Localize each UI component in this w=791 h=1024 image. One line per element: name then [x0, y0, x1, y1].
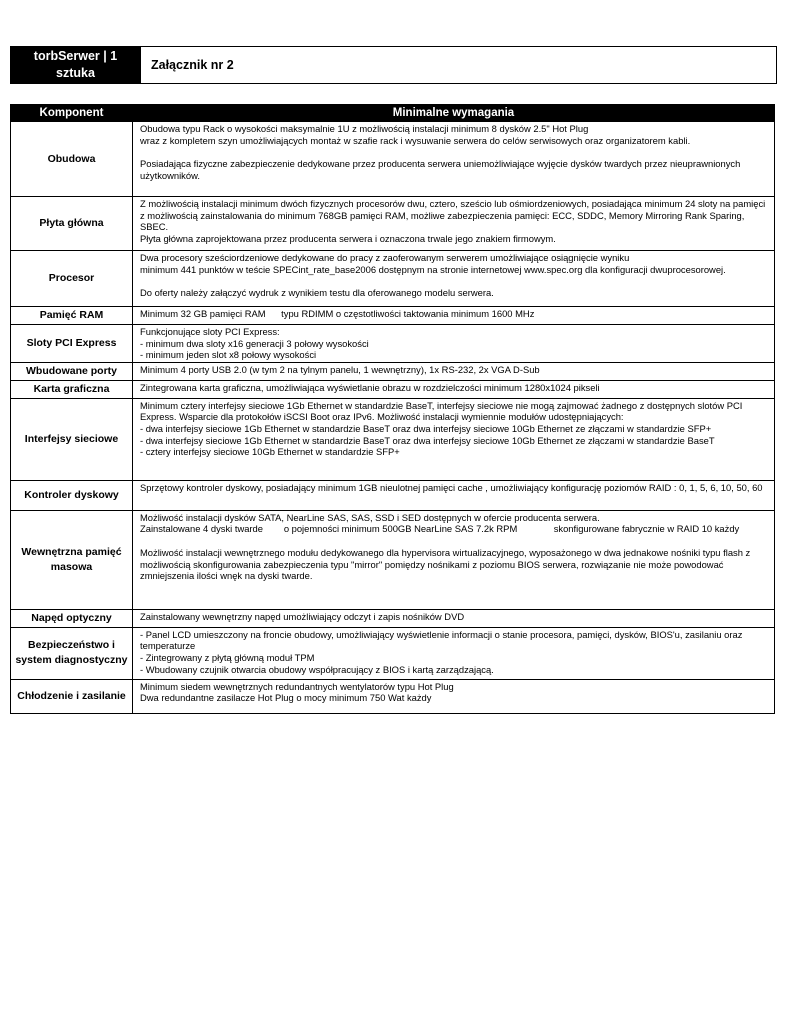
requirement-text	[133, 398, 775, 480]
table-row	[11, 197, 775, 251]
table-row	[11, 362, 775, 380]
header-box	[10, 46, 777, 84]
component-name: Chłodzenie i zasilanie	[11, 679, 133, 713]
requirement-text	[133, 480, 775, 510]
requirement-text	[133, 122, 775, 197]
requirement-line: Minimum 32 GB pamięci RAM typu RDIMM o częstotliwości taktowania minimum 1600 MHz	[140, 308, 535, 319]
requirement-line: Z możliwością instalacji minimum dwóch fizycznych procesorów dwu, cztero, sześcio lub ośmiordzeniowych, posiadająca minimum 24 sloty na pamięci z możliwością zainstalowania do minimum 768GB pamięci RAM, możliwe zabezpieczenia pamięci: ECC, SDDC, Memory Mirroring Rank Sparing, SBEC.	[140, 198, 768, 233]
requirement-text	[133, 510, 775, 609]
requirement-line: Minimum siedem wewnętrznych redundantnych wentylatorów typu Hot Plug	[140, 680, 454, 692]
requirement-text	[133, 307, 775, 325]
requirement-line: Możliwość instalacji wewnętrznego modułu dedykowanego dla hypervisora wirtualizacyjnego, wyposażonego w dwa jednakowe nośniki typu flash z możliwością skonfigurowania zabezpieczenia typu "mirror" pomiędzy nośnikami z poziomu BIOS serwera, rozwiązanie nie może powodować zmniejszenia ilości wnęk na dyski twarde.	[140, 546, 753, 582]
component-name: Wbudowane porty	[11, 362, 133, 380]
requirement-text	[133, 609, 775, 627]
requirement-line: Zintegrowana karta graficzna, umożliwiająca wyświetlanie obrazu w rozdzielczości minimum 1280x1024 pikseli	[140, 381, 600, 393]
requirement-line: - minimum dwa sloty x16 generacji 3 połowy wysokości	[140, 337, 369, 349]
requirement-line: - Zintegrowany z płytą główną moduł TPM	[140, 651, 315, 663]
component-name: Obudowa	[11, 122, 133, 197]
spacer	[140, 275, 768, 287]
requirement-line: Dwa redundantne zasilacze Hot Plug o mocy minimum 750 Wat każdy	[140, 692, 432, 704]
requirement-line: minimum 441 punktów w teście SPECint_rate_base2006 dostępnym na stronie internetowej www.spec.org dla konfiguracji dwuprocesorowej.	[140, 263, 726, 275]
component-name: Pamięć RAM	[11, 307, 133, 325]
table-row	[11, 307, 775, 325]
requirement-line: Zainstalowany wewnętrzny napęd umożliwiający odczyt i zapis nośników DVD	[140, 610, 465, 622]
table-header-row	[11, 105, 775, 122]
table-row	[11, 122, 775, 197]
requirement-line: Posiadająca fizyczne zabezpieczenie dedykowane przez producenta serwera uniemożliwiające wyjęcie dysków twardych przez nieuprawnionych użytkowników.	[140, 158, 743, 181]
requirement-line: Płyta główna zaprojektowana przez producenta serwera i oznaczona trwale jego znakiem firmowym.	[140, 232, 556, 244]
component-name: Procesor	[11, 251, 133, 307]
component-name: Płyta główna	[11, 197, 133, 251]
table-row	[11, 325, 775, 363]
requirement-line: Funkcjonujące sloty PCI Express:	[140, 326, 280, 337]
requirement-line: - Wbudowany czujnik otwarcia obudowy współpracujący z BIOS i kartą zarządzającą.	[140, 663, 494, 675]
table-row	[11, 609, 775, 627]
requirement-text	[133, 325, 775, 363]
requirement-line: - minimum jeden slot x8 połowy wysokości	[140, 349, 317, 361]
column-header-component: Komponent	[11, 105, 133, 122]
requirement-text	[133, 362, 775, 380]
component-name: Napęd optyczny	[11, 609, 133, 627]
requirement-line: Obudowa typu Rack o wysokości maksymalnie 1U z możliwością instalacji minimum 8 dysków 2.5" Hot Plug	[140, 123, 589, 134]
requirement-text	[133, 380, 775, 398]
requirement-text	[133, 627, 775, 679]
requirement-line: - cztery interfejsy sieciowe 10Gb Ethernet w standardzie SFP+	[140, 446, 400, 458]
table-row	[11, 480, 775, 510]
component-name: Bezpieczeństwo i system diagnostyczny	[11, 627, 133, 679]
requirement-line: wraz z kompletem szyn umożliwiających montaż w szafie rack i wysuwanie serwera do celów serwisowych oraz organizatorem kabli.	[140, 134, 691, 146]
requirements-table	[10, 104, 775, 714]
requirement-text	[133, 197, 775, 251]
requirement-line: - dwa interfejsy sieciowe 1Gb Ethernet w standardzie BaseT oraz dwa interfejsy sieciowe 10Gb Ethernet ze złączami w standardzie BaseT	[140, 434, 715, 446]
table-row	[11, 627, 775, 679]
requirement-line: Zainstalowane 4 dyski twarde o pojemności minimum 500GB NearLine SAS 7.2k RPM skonfigurowane fabrycznie w RAID 10 każdy	[140, 523, 740, 535]
requirement-line: - Panel LCD umieszczony na froncie obudowy, umożliwiający wyświetlenie informacji o stanie procesora, pamięci, dysków, BIOS'u, zasilaniu oraz temperaturze	[140, 628, 746, 652]
component-name: Wewnętrzna pamięć masowa	[11, 510, 133, 609]
table-row	[11, 398, 775, 480]
header-title: Załącznik nr 2	[140, 47, 776, 83]
requirement-line: Minimum cztery interfejsy sieciowe 1Gb Ethernet w standardzie BaseT, interfejsy sieciowe nie mogą zajmować żadnego z dostępnych slotów PCI Express. Wsparcie dla protokołów iSCSI Boot oraz IPv6. Możliwość instalacji wymiennie modułów udostępniających:	[140, 399, 745, 423]
requirement-line: - dwa interfejsy sieciowe 1Gb Ethernet w standardzie BaseT oraz dwa interfejsy sieciowe 10Gb Ethernet ze złączami w standardzie SFP+	[140, 422, 712, 434]
requirement-line: Dwa procesory sześciordzeniowe dedykowane do pracy z zaoferowanym serwerem umożliwiające osiągnięcie wyniku	[140, 252, 630, 263]
component-name: Interfejsy sieciowe	[11, 398, 133, 480]
requirement-line: Sprzętowy kontroler dyskowy, posiadający minimum 1GB nieulotnej pamięci cache , umożliwiający konfigurację poziomów RAID : 0, 1, 5, 6, 10, 50, 60	[140, 481, 763, 493]
table-row	[11, 679, 775, 713]
spacer	[140, 535, 768, 547]
spacer	[140, 146, 768, 158]
header-quantity-label: torbSerwer | 1 sztuka	[11, 47, 140, 83]
requirement-line: Do oferty należy załączyć wydruk z wynikiem testu dla oferowanego modelu serwera.	[140, 287, 494, 299]
component-name: Karta graficzna	[11, 380, 133, 398]
table-row	[11, 510, 775, 609]
table-row	[11, 251, 775, 307]
requirement-text	[133, 679, 775, 713]
column-header-requirements: Minimalne wymagania	[133, 105, 775, 122]
requirement-text	[133, 251, 775, 307]
component-name: Sloty PCI Express	[11, 325, 133, 363]
table-row	[11, 380, 775, 398]
component-name: Kontroler dyskowy	[11, 480, 133, 510]
requirement-line: Możliwość instalacji dysków SATA, NearLine SAS, SAS, SSD i SED dostępnych w ofercie producenta serwera.	[140, 511, 600, 523]
requirement-line: Minimum 4 porty USB 2.0 (w tym 2 na tylnym panelu, 1 wewnętrzny), 1x RS-232, 2x VGA D-Sub	[140, 363, 540, 375]
